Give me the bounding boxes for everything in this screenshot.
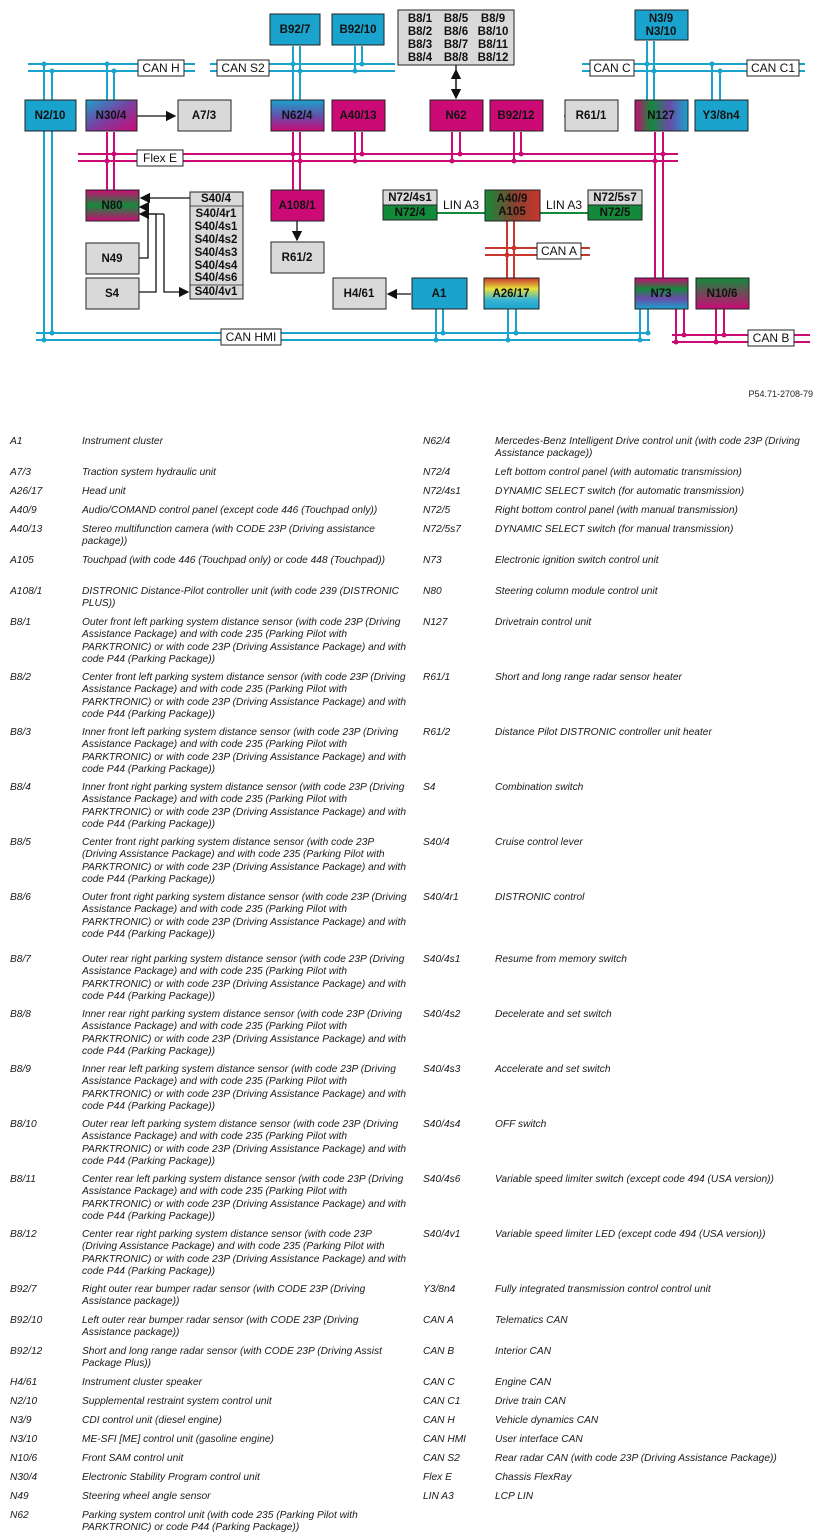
legend-description: Inner front right parking system distance sensor (with code 23P (Driving Assistance Package) and with code 235 (Parking Pilot with PARKTRONIC) or with code 23P (Driving Assistance Package) and with code P44 (Parking Package)) [82,782,407,830]
label-n62-4: N62/4 [281,110,313,122]
s40-label: S40/4r1 [195,208,237,220]
legend-code: A26/17 [10,486,43,497]
legend-code: CAN H [423,1415,455,1426]
label-n10-6: N10/6 [706,288,738,300]
legend-description: Chassis FlexRay [495,1472,572,1483]
label-n62: N62 [445,110,467,122]
legend-code: B8/11 [10,1174,36,1185]
s40-label: S40/4s4 [194,260,238,272]
legend-description: User interface CAN [495,1434,583,1445]
label-n3-9: N3/9 [648,13,674,25]
legend-code: N62 [10,1510,29,1521]
legend-description: Inner rear left parking system distance sensor (with code 23P (Driving Assistance Package) and with code 235 (Parking Pilot with PARKTRONIC) or with code 23P (Driving Assistance Package) and with code P44 (Parking Package)) [82,1064,407,1112]
legend-code: LIN A3 [423,1491,454,1502]
legend-description: Vehicle dynamics CAN [495,1415,599,1426]
legend-description: Short and long range radar sensor heater [495,672,682,683]
label-a40-9: A40/9 [496,193,528,205]
sensor-label: B8/2 [407,26,433,38]
legend-code: N49 [10,1491,29,1502]
legend-code: S40/4s3 [423,1064,461,1075]
legend-description: Steering wheel angle sensor [82,1491,211,1502]
legend-code: A40/9 [10,505,37,516]
sensor-label: B8/1 [407,13,433,25]
label-h4-61: H4/61 [343,288,375,300]
legend-code: B92/12 [10,1346,43,1357]
label-s4: S4 [104,288,120,300]
legend-code: R61/1 [423,672,451,683]
label-a105: A105 [498,206,526,218]
sensor-label: B8/6 [443,26,469,38]
legend-code: B8/6 [10,892,31,903]
legend-description: DISTRONIC Distance-Pilot controller unit (with code 239 (DISTRONIC PLUS)) [82,586,400,610]
legend-description: Stereo multifunction camera (with CODE 23P (Driving assistance package)) [82,524,375,548]
sensor-label: B8/10 [477,26,509,38]
legend-code: Flex E [423,1472,452,1483]
label-r61-2: R61/2 [281,252,313,264]
legend-code: B8/1 [10,617,31,628]
legend-code: A7/3 [10,467,31,478]
legend-description: Electronic Stability Program control unit [82,1472,260,1483]
bus-can-b: CAN B [752,331,790,345]
bus-can-a: CAN A [540,244,578,258]
sensor-label: B8/3 [407,39,433,51]
legend-code: B92/10 [10,1315,43,1326]
label-n3-10: N3/10 [645,26,677,38]
label-n30-4: N30/4 [95,110,127,122]
legend-description: Rear radar CAN (with code 23P (Driving Assistance Package)) [495,1453,777,1464]
sensor-label: B8/5 [443,13,469,25]
legend-code: N62/4 [423,436,451,447]
s40-label: S40/4 [200,193,232,205]
legend-code: A40/13 [10,524,43,535]
legend-code: S40/4s6 [423,1174,461,1185]
legend-code: N80 [423,586,442,597]
legend-code: H4/61 [10,1377,38,1388]
sensor-label: B8/11 [477,39,509,51]
legend-description: Variable speed limiter LED (except code 494 (USA version)) [495,1229,766,1240]
label-a26-17: A26/17 [492,288,530,300]
legend-description: Engine CAN [495,1377,552,1388]
legend-code: CAN A [423,1315,454,1326]
legend-code: B8/4 [10,782,31,793]
label-n80: N80 [101,200,123,212]
legend-description: Short and long range radar sensor (with CODE 23P (Driving Assist Package Plus)) [82,1346,382,1370]
label-n72-4: N72/4 [394,207,426,219]
legend-description: Drive train CAN [495,1396,566,1407]
legend-description: Right outer rear bumper radar sensor (with CODE 23P (Driving Assistance package)) [82,1284,366,1308]
legend-description: Center rear right parking system distance sensor (with code 23P (Driving Assistance Package) and with code 235 (Parking Pilot with PARKTRONIC) or with code 23P (Driving Assistance Package) and with code P44 (Parking Package)) [82,1229,407,1277]
legend-description: Outer front left parking system distance sensor (with code 23P (Driving Assistance Package) and with code 235 (Parking Pilot with PARKTRONIC) or with code 23P (Driving Assistance Package) and with code P44 (Parking Package)) [82,617,407,665]
legend-code: B8/9 [10,1064,31,1075]
label-n73: N73 [650,288,672,300]
legend-code: B92/7 [10,1284,37,1295]
legend-code: B8/5 [10,837,31,848]
legend-code: S40/4s2 [423,1009,461,1020]
bus-lin-a3-right: LIN A3 [545,198,583,212]
figure-id: P54.71-2708-79 [748,389,813,399]
legend-description: Drivetrain control unit [495,617,592,628]
legend-description: Combination switch [495,782,584,793]
legend-description: Steering column module control unit [495,586,658,597]
label-a108-1: A108/1 [278,200,316,212]
legend-code: R61/2 [423,727,451,738]
legend-description: Front SAM control unit [82,1453,184,1464]
bus-can-h: CAN H [142,61,180,75]
bus-lin-a3-left: LIN A3 [442,198,480,212]
legend-description: Left bottom control panel (with automatic transmission) [495,467,742,478]
legend-code: CAN C1 [423,1396,461,1407]
legend-description: Outer rear right parking system distance sensor (with code 23P (Driving Assistance Package) and with code 235 (Parking Pilot with PARKTRONIC) or with code 23P (Driving Assistance Package) and with code P44 (Parking Package)) [82,954,407,1002]
legend-description: Audio/COMAND control panel (except code 446 (Touchpad only)) [82,505,378,516]
s40-label: S40/4v1 [194,286,238,298]
legend-description: DYNAMIC SELECT switch (for automatic transmission) [495,486,745,497]
legend-description: Electronic ignition switch control unit [495,555,659,566]
bus-flex-e: Flex E [142,151,178,165]
legend-description: Touchpad (with code 446 (Touchpad only) or code 448 (Touchpad)) [82,555,385,566]
legend-code: CAN S2 [423,1453,460,1464]
legend-code: S40/4 [423,837,450,848]
legend-code: N10/6 [10,1453,38,1464]
legend-description: DISTRONIC control [495,892,585,903]
bus-can-hmi: CAN HMI [225,330,277,344]
bus-can-c: CAN C [593,61,631,75]
label-y3-8n4: Y3/8n4 [702,110,740,122]
legend-code: A1 [10,436,23,447]
sensor-label: B8/4 [407,52,433,64]
s40-label: S40/4s1 [194,221,238,233]
legend-code: B8/2 [10,672,31,683]
legend-code: S40/4r1 [423,892,459,903]
legend-description: Telematics CAN [495,1315,568,1326]
label-n49: N49 [101,253,123,265]
legend-description: ME-SFI [ME] control unit (gasoline engine) [82,1434,274,1445]
legend-description: Outer front right parking system distance sensor (with code 23P (Driving Assistance Package) and with code 235 (Parking Pilot with PARKTRONIC) or with code 23P (Driving Assistance Package) and with code P44 (Parking Package)) [82,892,407,940]
legend-code: B8/10 [10,1119,37,1130]
legend-description: Head unit [82,486,126,497]
bus-can-s2: CAN S2 [221,61,265,75]
legend-description: Resume from memory switch [495,954,627,965]
legend-description: CDI control unit (diesel engine) [82,1415,222,1426]
legend-code: A108/1 [10,586,43,597]
legend-description: Inner rear right parking system distance sensor (with code 23P (Driving Assistance Package) and with code 235 (Parking Pilot with PARKTRONIC) or with code 23P (Driving Assistance Package) and with code P44 (Parking Package)) [82,1009,407,1057]
legend-description: Traction system hydraulic unit [82,467,216,478]
legend-code: N72/4s1 [423,486,461,497]
legend-code: S40/4s1 [423,954,461,965]
legend-code: CAN B [423,1346,455,1357]
sensor-label: B8/12 [477,52,509,64]
s40-label: S40/4s3 [194,247,238,259]
label-b92-7: B92/7 [279,24,311,36]
label-b92-12: B92/12 [497,110,535,122]
legend-code: S40/4s4 [423,1119,461,1130]
legend-description: Instrument cluster speaker [82,1377,203,1388]
label-b92-10: B92/10 [339,24,377,36]
label-n127: N127 [647,110,675,122]
legend-description: Mercedes-Benz Intelligent Drive control unit (with code 23P (Driving Assistance package)) [495,436,800,460]
s40-label: S40/4s6 [194,272,238,284]
bus-can-c1: CAN C1 [750,61,796,75]
legend-description: LCP LIN [495,1491,534,1502]
legend-code: N72/4 [423,467,451,478]
legend-code: N3/9 [10,1415,32,1426]
legend-code: N3/10 [10,1434,38,1445]
label-r61-1: R61/1 [575,110,607,122]
legend-code: N30/4 [10,1472,38,1483]
legend-description: Center rear left parking system distance sensor (with code 23P (Driving Assistance Package) and with code 235 (Parking Pilot with PARKTRONIC) or with code 23P (Driving Assistance Package) and with code P44 (Parking Package)) [82,1174,407,1222]
legend-code: N73 [423,555,442,566]
legend-description: Accelerate and set switch [495,1064,611,1075]
label-a7-3: A7/3 [191,110,217,122]
legend-code: S4 [423,782,436,793]
legend-description: Outer rear left parking system distance sensor (with code 23P (Driving Assistance Package) and with code 235 (Parking Pilot with PARKTRONIC) or with code 23P (Driving Assistance Package) and with code P44 (Parking Package)) [82,1119,407,1167]
label-n72-5: N72/5 [599,207,631,219]
s40-label: S40/4s2 [194,234,238,246]
label-n72-4s1: N72/4s1 [388,192,432,204]
legend-description: Center front right parking system distance sensor (with code 23P (Driving Assistance Package) and with code 235 (Parking Pilot with PARKTRONIC) or with code 23P (Driving Assistance Package) and with code P44 (Parking Package)) [82,837,407,885]
legend-description: Variable speed limiter switch (except code 494 (USA version)) [495,1174,774,1185]
legend-description: Instrument cluster [82,436,163,447]
legend-code: B8/8 [10,1009,31,1020]
label-a40-13: A40/13 [339,110,377,122]
legend-code: Y3/8n4 [423,1284,456,1295]
legend-description: Fully integrated transmission control control unit [495,1284,711,1295]
legend-code: CAN HMI [423,1434,467,1445]
legend-code: B8/12 [10,1229,37,1240]
network-diagram [0,0,823,400]
legend-code: S40/4v1 [423,1229,461,1240]
legend-description: Decelerate and set switch [495,1009,612,1020]
legend-description: Cruise control lever [495,837,583,848]
sensor-label: B8/9 [480,13,506,25]
legend-description: Interior CAN [495,1346,552,1357]
legend-description: DYNAMIC SELECT switch (for manual transmission) [495,524,734,535]
legend-code: N72/5s7 [423,524,461,535]
legend-code: CAN C [423,1377,455,1388]
legend-description: Right bottom control panel (with manual transmission) [495,505,738,516]
legend-description: Center front left parking system distance sensor (with code 23P (Driving Assistance Package) and with code 235 (Parking Pilot with PARKTRONIC) or with code 23P (Driving Assistance Package) and with code P44 (Parking Package)) [82,672,407,720]
legend-description: Inner front left parking system distance sensor (with code 23P (Driving Assistance Package) and with code 235 (Parking Pilot with PARKTRONIC) or with code 23P (Driving Assistance Package) and with code P44 (Parking Package)) [82,727,407,775]
legend-description: Distance Pilot DISTRONIC controller unit heater [495,727,712,738]
legend-code: B8/3 [10,727,31,738]
legend-code: B8/7 [10,954,31,965]
legend-code: N127 [423,617,448,628]
legend-description: Parking system control unit (with code 235 (Parking Pilot with PARKTRONIC) or code P44 (Parking Package)) [82,1510,358,1534]
label-a1: A1 [431,288,447,300]
sensor-label: B8/8 [443,52,469,64]
legend-code: N2/10 [10,1396,38,1407]
legend-description: Supplemental restraint system control unit [82,1396,272,1407]
label-n72-5s7: N72/5s7 [593,192,637,204]
legend-description: Left outer rear bumper radar sensor (with CODE 23P (Driving Assistance package)) [82,1315,359,1339]
sensor-label: B8/7 [443,39,469,51]
legend-code: N72/5 [423,505,451,516]
label-n2-10: N2/10 [34,110,66,122]
legend-code: A105 [10,555,34,566]
legend-description: OFF switch [495,1119,547,1130]
